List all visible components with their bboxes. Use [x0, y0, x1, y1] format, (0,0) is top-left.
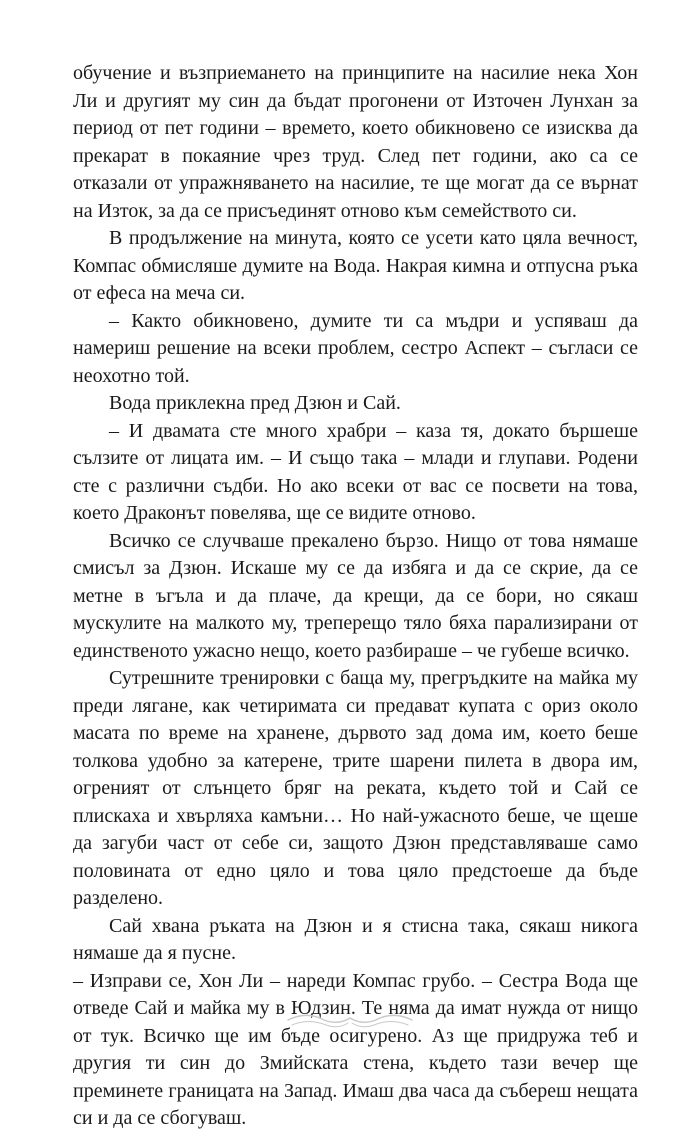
- paragraph: – Изправи се, Хон Ли – нареди Компас грубо. – Сестра Вода ще отведе Сай и майка му в Юдзин. Те няма да имат нужда от нищо от тук. Всичко ще им бъде осигурено. Аз ще придружа теб и другия ти син до Змийската стена, където тази вечер ще преминете границата на Запад. Имаш два часа да събереш нещата си и да се сбогуваш.: [73, 969, 638, 1129]
- paragraph: Сутрешните тренировки с баща му, прегръдките на майка му преди лягане, как четиримата си предават купата с ориз около масата по време на хранене, дървото зад дома им, което беше толкова удобно за катерене, трите шарени пилета в двора им, огреният от слънцето бряг на реката, където той и Сай се плискаха и хвърляха камъни… Но най-ужасното беше, че щеше да загуби част от себе си, защото Дзюн представляваше само половината от едно цяло и това цяло предстоеше да бъде разделено.: [73, 667, 638, 909]
- paragraph: – Както обикновено, думите ти са мъдри и успяваш да намериш решение на всеки проблем, сестро Аспект – съгласи се неохотно той.: [73, 309, 638, 387]
- paragraph: обучение и възприемането на принципите на насилие нека Хон Ли и другият му син да бъдат прогонени от Източен Лунхан за период от пет години – времето, което обикновено се изисква да прекарат в покаяние чрез труд. След пет години, ако са се отказали от упражняването на насилие, те ще могат да се върнат на Изток, за да се присъединят отново към семейството си.: [73, 62, 638, 222]
- paragraph: – И двамата сте много храбри – каза тя, докато бършеше сълзите от лицата им. – И също така – млади и глупави. Родени сте с различни съдби. Но ако всеки от вас се посвети на това, което Драконът повелява, ще се видите отново.: [73, 419, 638, 524]
- wave-flourish-icon: [0, 1010, 700, 1034]
- paragraph: В продължение на минута, която се усети като цяла вечност, Компас обмисляше думите на Вода. Накрая кимна и отпусна ръка от ефеса на меча си.: [73, 227, 638, 304]
- paragraph: Вода приклекна пред Дзюн и Сай.: [109, 392, 401, 414]
- paragraph: Всичко се случваше прекалено бързо. Нищо от това нямаше смисъл за Дзюн. Искаше му се да избяга и да се скрие, да се метне в ъгъла и да плаче, да крещи, да се бори, но сякаш мускулите на малкото му, треперещо тяло бяха парализирани от единственото ужасно нещо, което разбираше – че губеше всичко.: [73, 529, 638, 662]
- page-body: [73, 60, 638, 1133]
- paragraph: Сай хвана ръката на Дзюн и я стисна така, сякаш никога нямаше да я пусне.: [73, 914, 638, 964]
